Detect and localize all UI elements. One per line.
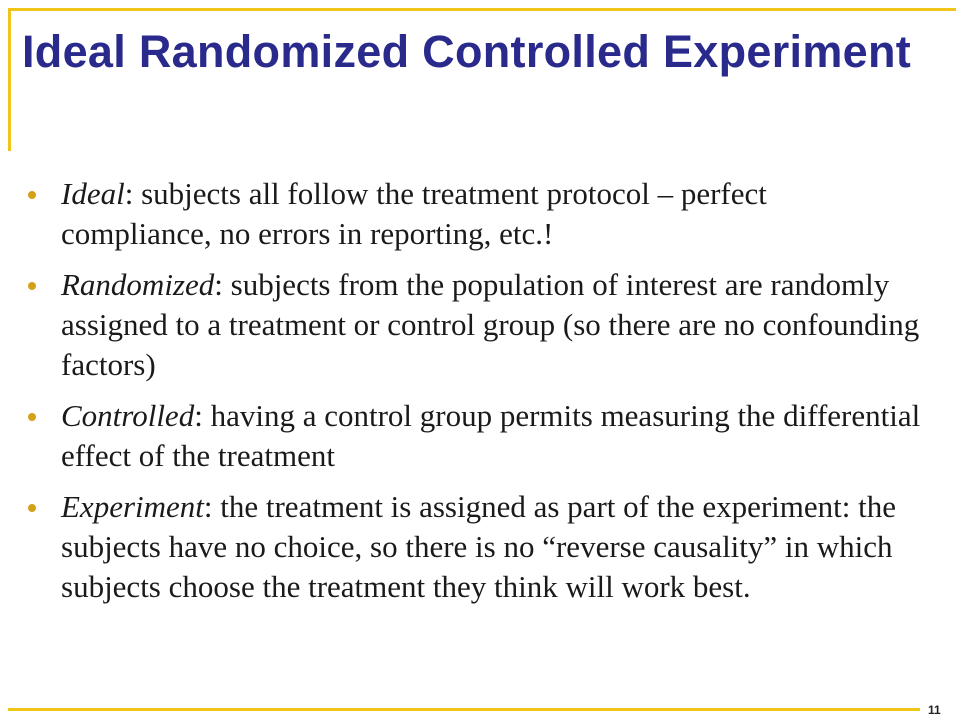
bullet-item-randomized (22, 265, 922, 385)
bullet-item-controlled (22, 396, 922, 476)
bullet-term: Ideal (61, 176, 125, 211)
slide-title: Ideal Randomized Controlled Experiment (22, 26, 912, 77)
bullet-item-ideal (22, 174, 922, 254)
top-accent-rule (8, 8, 956, 11)
bullet-term: Experiment (61, 489, 204, 524)
bullet-term: Controlled (61, 398, 195, 433)
bullet-text: : subjects from the population of interest are randomly assigned to a treatment or control group (so there are no confounding factors) (61, 267, 920, 382)
bullet-dot-icon (28, 413, 36, 421)
bullet-item-experiment (22, 487, 922, 607)
left-accent-rule (8, 8, 11, 151)
bullet-text: : the treatment is assigned as part of the experiment: the subjects have no choice, so there is no “reverse causality” in which subjects choose the treatment they think will work best. (61, 489, 897, 604)
bullet-term: Randomized (61, 267, 215, 302)
bottom-accent-rule (8, 708, 920, 711)
bullet-text: : having a control group permits measuring the differential effect of the treatment (61, 398, 921, 473)
bullet-dot-icon (28, 504, 36, 512)
page-number: 11 (928, 703, 941, 717)
bullet-text: : subjects all follow the treatment protocol – perfect compliance, no errors in reporting, etc.! (61, 176, 767, 251)
bullet-list (22, 174, 922, 618)
bullet-dot-icon (28, 282, 36, 290)
bullet-dot-icon (28, 191, 36, 199)
